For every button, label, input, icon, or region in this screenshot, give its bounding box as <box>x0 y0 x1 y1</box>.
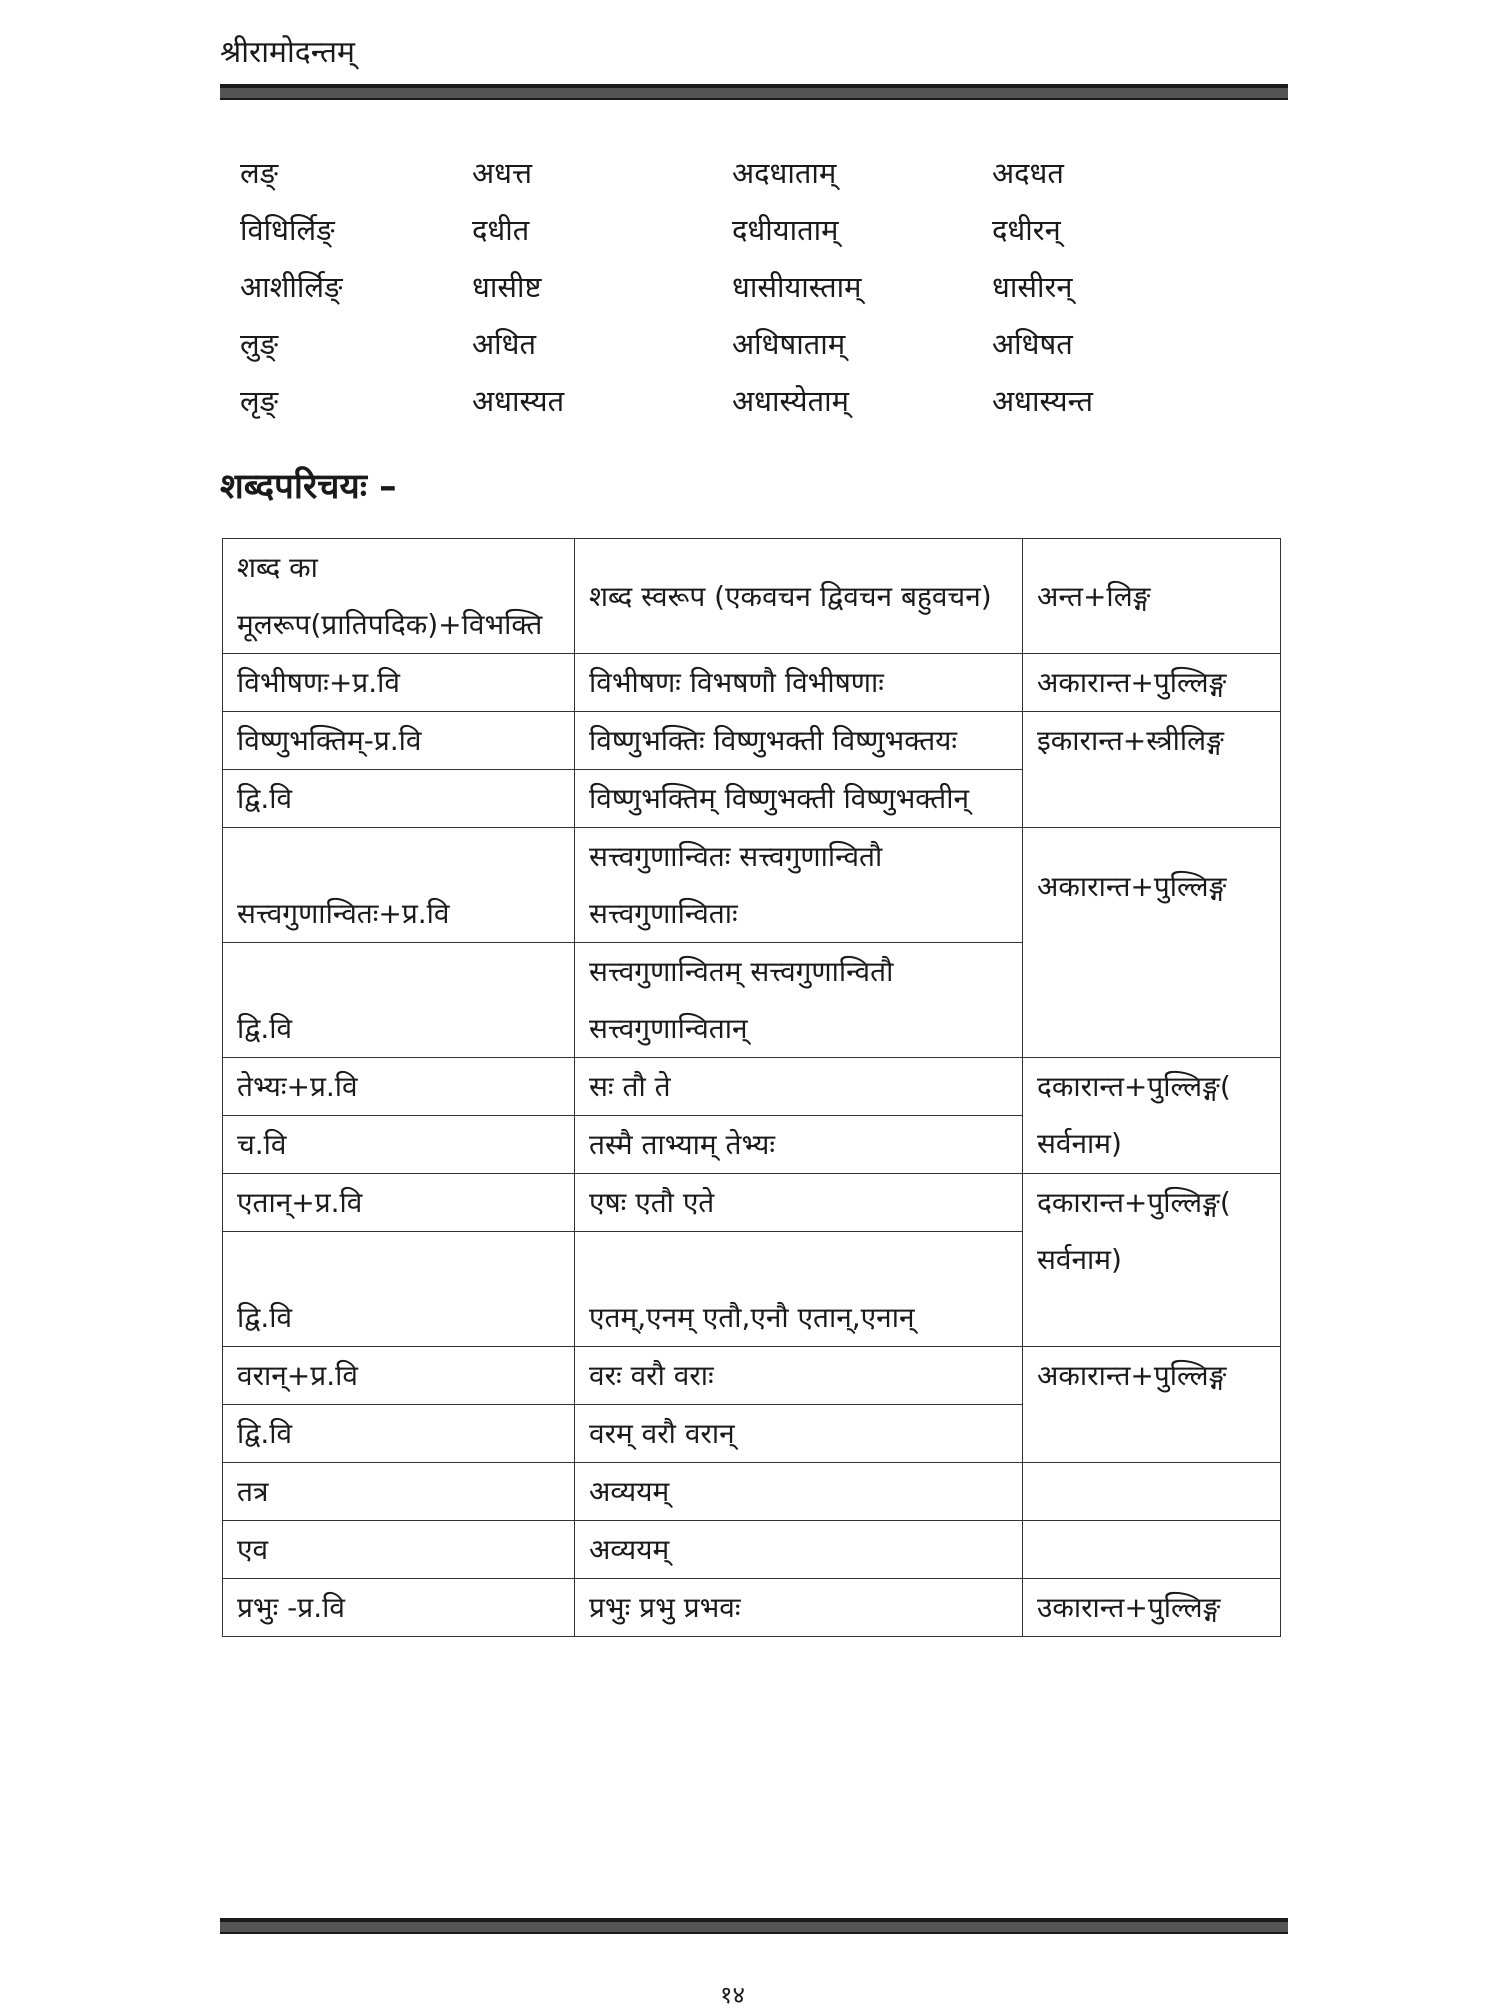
lakara-form: अदधत <box>992 156 1064 190</box>
table-row <box>223 1521 1281 1579</box>
table-cell: अकारान्त+पुल्लिङ्ग <box>1023 1347 1281 1463</box>
table-cell <box>1023 1521 1281 1579</box>
lakara-form: अधत्त <box>472 156 533 190</box>
table-cell: अकारान्त+पुल्लिङ्ग <box>1023 654 1281 712</box>
table-cell: तत्र <box>223 1463 575 1521</box>
table-cell: वरम् वरौ वरान् <box>575 1405 1023 1463</box>
lakara-form: अदधाताम् <box>732 156 837 190</box>
table-cell: अकारान्त+पुल्लिङ्ग <box>1023 828 1281 1058</box>
page-header-title: श्रीरामोदन्तम् <box>220 35 355 70</box>
lakara-form: धासीष्ट <box>472 270 542 304</box>
table-cell: विभीषणः+प्र.वि <box>223 654 575 712</box>
lakara-name: लुङ् <box>240 327 279 361</box>
section-heading: शब्दपरिचयः – <box>220 467 397 507</box>
table-row <box>223 712 1281 770</box>
table-header-row <box>223 539 1281 654</box>
table-cell: वरः वरौ वराः <box>575 1347 1023 1405</box>
table-cell: अव्ययम् <box>575 1463 1023 1521</box>
table-row <box>223 1058 1281 1116</box>
table-cell: सत्त्वगुणान्वितः+प्र.वि <box>223 828 575 943</box>
table-cell: एव <box>223 1521 575 1579</box>
table-cell: प्रभुः प्रभु प्रभवः <box>575 1579 1023 1637</box>
table-cell: एषः एतौ एते <box>575 1174 1023 1232</box>
table-cell: सः तौ ते <box>575 1058 1023 1116</box>
table-cell: अव्ययम् <box>575 1521 1023 1579</box>
table-cell: सत्त्वगुणान्वितः सत्त्वगुणान्वितौ सत्त्वगुणान्विताः <box>575 828 1023 943</box>
column-header: अन्त+लिङ्ग <box>1023 539 1281 654</box>
lakara-name: आशीर्लिङ् <box>240 270 343 304</box>
table-cell: प्रभुः -प्र.वि <box>223 1579 575 1637</box>
lakara-conjugation-grid <box>240 145 1140 430</box>
table-cell: विष्णुभक्तिम् विष्णुभक्ती विष्णुभक्तीन् <box>575 770 1023 828</box>
header-rule <box>220 84 1288 100</box>
table-row <box>223 1347 1281 1405</box>
table-row <box>223 1463 1281 1521</box>
table-row <box>223 1174 1281 1232</box>
lakara-form: अधास्यत <box>472 384 565 418</box>
table-cell: तस्मै ताभ्याम् तेभ्यः <box>575 1116 1023 1174</box>
table-cell: विष्णुभक्तिम्-प्र.वि <box>223 712 575 770</box>
footer-rule <box>220 1918 1288 1934</box>
lakara-form: अधास्येताम् <box>732 384 849 418</box>
lakara-name: विधिर्लिङ् <box>240 213 335 247</box>
lakara-form: दधीरन् <box>992 213 1061 247</box>
table-cell: उकारान्त+पुल्लिङ्ग <box>1023 1579 1281 1637</box>
page-number: १४ <box>720 1981 745 2009</box>
table-cell: विष्णुभक्तिः विष्णुभक्ती विष्णुभक्तयः <box>575 712 1023 770</box>
lakara-form: अधास्यन्त <box>992 384 1094 418</box>
lakara-form: अधिषाताम् <box>732 327 846 361</box>
table-cell: द्वि.वि <box>223 943 575 1058</box>
table-cell: च.वि <box>223 1116 575 1174</box>
lakara-form: दधीयाताम् <box>732 213 839 247</box>
lakara-name: लृङ् <box>240 384 279 418</box>
table-cell: द्वि.वि <box>223 1232 575 1347</box>
table-cell: द्वि.वि <box>223 1405 575 1463</box>
table-cell: वरान्+प्र.वि <box>223 1347 575 1405</box>
table-cell: द्वि.वि <box>223 770 575 828</box>
lakara-form: धासीरन् <box>992 270 1073 304</box>
column-header: शब्द का मूलरूप(प्रातिपदिक)+विभक्ति <box>223 539 575 654</box>
word-introduction-table <box>222 538 1281 1637</box>
lakara-form: अधित <box>472 327 537 361</box>
table-cell: सत्त्वगुणान्वितम् सत्त्वगुणान्वितौ सत्त्वगुणान्वितान् <box>575 943 1023 1058</box>
table-cell: विभीषणः विभषणौ विभीषणाः <box>575 654 1023 712</box>
table-cell: एतान्+प्र.वि <box>223 1174 575 1232</box>
table-row <box>223 654 1281 712</box>
table-cell <box>1023 1463 1281 1521</box>
lakara-form: अधिषत <box>992 327 1073 361</box>
column-header: शब्द स्वरूप (एकवचन द्विवचन बहुवचन) <box>575 539 1023 654</box>
table-cell: दकारान्त+पुल्लिङ्ग( सर्वनाम) <box>1023 1058 1281 1174</box>
table-cell: दकारान्त+पुल्लिङ्ग( सर्वनाम) <box>1023 1174 1281 1347</box>
table-cell: इकारान्त+स्त्रीलिङ्ग <box>1023 712 1281 828</box>
table-row <box>223 1579 1281 1637</box>
lakara-form: दधीत <box>472 213 530 247</box>
table-cell: तेभ्यः+प्र.वि <box>223 1058 575 1116</box>
lakara-name: लङ् <box>240 156 279 190</box>
table-cell: एतम्,एनम् एतौ,एनौ एतान्,एनान् <box>575 1232 1023 1347</box>
table-row <box>223 828 1281 943</box>
lakara-form: धासीयास्ताम् <box>732 270 862 304</box>
